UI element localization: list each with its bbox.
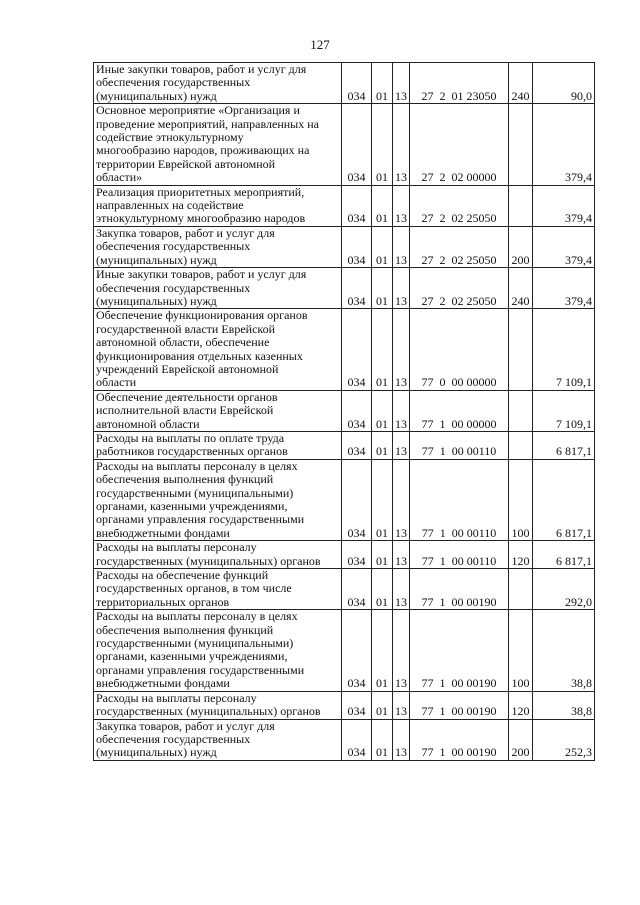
target-article-cell: 77 0 00 00000 (410, 309, 509, 390)
expense-name-line: Расходы на выплаты персоналу в целях (96, 609, 298, 624)
expense-name-line: обеспечения выполнения функций (96, 472, 274, 487)
expense-name-line: внебюджетными фондами (96, 525, 230, 540)
expense-name-line: Иные закупки товаров, работ и услуг для (96, 62, 307, 76)
ministry-code-cell: 034 (342, 541, 372, 569)
ministry-code-cell: 034 (342, 459, 372, 540)
ministry-code-cell: 034 (342, 309, 372, 390)
subsection-code-cell: 13 (393, 268, 410, 309)
expense-kind-cell: 100 (509, 610, 533, 691)
expense-name-line: автономной области (96, 416, 200, 431)
expense-kind-cell (509, 569, 533, 610)
expense-name-line: Расходы на обеспечение функций (96, 568, 269, 583)
expense-name-line: государственными (муниципальными) (96, 485, 294, 500)
subsection-code-cell: 13 (393, 569, 410, 610)
table-body (94, 63, 595, 761)
expense-name-line: многообразию народов, проживающих на (96, 143, 310, 158)
subsection-code-cell: 13 (393, 459, 410, 540)
target-article-cell: 27 2 02 25050 (410, 268, 509, 309)
expense-name-line: внебюджетными фондами (96, 676, 230, 691)
amount-cell: 38,8 (533, 691, 595, 719)
expense-name-line: государственных (муниципальных) органов (96, 704, 321, 719)
amount-cell: 292,0 (533, 569, 595, 610)
target-article-cell: 27 2 02 25050 (410, 185, 509, 226)
section-code-cell: 01 (372, 268, 393, 309)
subsection-code-cell: 13 (393, 719, 410, 760)
expense-name-line: Обеспечение функционирования органов (96, 308, 308, 323)
expense-name-line: обеспечения государственных (96, 280, 251, 295)
amount-cell: 252,3 (533, 719, 595, 760)
expense-name-line: учреждений Еврейской автономной (96, 361, 279, 376)
amount-cell: 379,4 (533, 104, 595, 185)
ministry-code-cell: 034 (342, 719, 372, 760)
expense-name-line: государственной власти Еврейской (96, 321, 276, 336)
expense-name-cell (94, 268, 342, 309)
expense-name-line: Расходы на выплаты персоналу (96, 540, 257, 555)
amount-cell: 7 109,1 (533, 390, 595, 431)
expense-name-line: Иные закупки товаров, работ и услуг для (96, 267, 307, 282)
target-article-cell: 77 1 00 00190 (410, 610, 509, 691)
target-article-cell: 27 2 01 23050 (410, 63, 509, 104)
amount-cell: 38,8 (533, 610, 595, 691)
subsection-code-cell: 13 (393, 185, 410, 226)
subsection-code-cell: 13 (393, 226, 410, 267)
expense-name-line: Расходы на выплаты по оплате труда (96, 431, 285, 445)
expense-name-line: государственных органов, в том числе (96, 581, 292, 596)
section-code-cell: 01 (372, 104, 393, 185)
expense-name-line: Расходы на выплаты персоналу (96, 691, 257, 705)
expense-name-cell (94, 63, 342, 104)
section-code-cell: 01 (372, 309, 393, 390)
expense-kind-cell (509, 390, 533, 431)
target-article-cell: 77 1 00 00110 (410, 541, 509, 569)
amount-cell: 379,4 (533, 226, 595, 267)
expense-kind-cell: 120 (509, 541, 533, 569)
ministry-code-cell: 034 (342, 226, 372, 267)
subsection-code-cell: 13 (393, 431, 410, 459)
table-row (94, 268, 595, 309)
ministry-code-cell: 034 (342, 390, 372, 431)
table-row (94, 431, 595, 459)
expense-kind-cell: 200 (509, 719, 533, 760)
section-code-cell: 01 (372, 541, 393, 569)
ministry-code-cell: 034 (342, 185, 372, 226)
expense-name-cell (94, 691, 342, 719)
target-article-cell: 77 1 00 00110 (410, 431, 509, 459)
expense-name-line: исполнительной власти Еврейской (96, 403, 274, 418)
expense-name-line: обеспечения выполнения функций (96, 622, 274, 637)
expense-name-line: Обеспечение деятельности органов (96, 390, 278, 404)
expense-name-line: Реализация приоритетных мероприятий, (96, 185, 305, 199)
target-article-cell: 27 2 02 00000 (410, 104, 509, 185)
expense-name-cell (94, 104, 342, 185)
expense-name-line: обеспечения государственных (96, 731, 251, 746)
expense-name-line: органами, казенными учреждениями, (96, 649, 288, 664)
table-row (94, 691, 595, 719)
table-row (94, 541, 595, 569)
expense-name-line: территории Еврейской автономной (96, 156, 276, 171)
ministry-code-cell: 034 (342, 569, 372, 610)
section-code-cell: 01 (372, 459, 393, 540)
expense-name-line: (муниципальных) нужд (96, 88, 217, 103)
ministry-code-cell: 034 (342, 268, 372, 309)
amount-cell: 6 817,1 (533, 459, 595, 540)
expense-name-cell (94, 719, 342, 760)
expense-name-line: государственных (муниципальных) органов (96, 553, 321, 568)
expense-name-line: обеспечения государственных (96, 75, 251, 90)
budget-table (93, 62, 595, 761)
page-number: 127 (310, 37, 330, 52)
amount-cell: 379,4 (533, 268, 595, 309)
expense-name-line: области» (96, 170, 143, 185)
amount-cell: 6 817,1 (533, 541, 595, 569)
section-code-cell: 01 (372, 691, 393, 719)
target-article-cell: 27 2 02 25050 (410, 226, 509, 267)
section-code-cell: 01 (372, 185, 393, 226)
expense-name-line: этнокультурному многообразию народов (96, 211, 306, 226)
expense-name-cell (94, 610, 342, 691)
expense-name-cell (94, 459, 342, 540)
expense-name-line: органами, казенными учреждениями, (96, 499, 288, 513)
table-row (94, 719, 595, 760)
section-code-cell: 01 (372, 569, 393, 610)
subsection-code-cell: 13 (393, 63, 410, 104)
expense-name-cell (94, 541, 342, 569)
section-code-cell: 01 (372, 431, 393, 459)
ministry-code-cell: 034 (342, 691, 372, 719)
expense-name-line: (муниципальных) нужд (96, 293, 217, 308)
expense-name-line: области (96, 375, 137, 390)
expense-name-cell (94, 390, 342, 431)
expense-kind-cell: 100 (509, 459, 533, 540)
expense-name-line: Закупка товаров, работ и услуг для (96, 719, 275, 733)
target-article-cell: 77 1 00 00190 (410, 691, 509, 719)
expense-name-line: государственными (муниципальными) (96, 636, 294, 651)
table-row (94, 226, 595, 267)
table-row (94, 63, 595, 104)
expense-name-line: органами управления государственными (96, 512, 305, 527)
expense-kind-cell (509, 185, 533, 226)
expense-name-line: (муниципальных) нужд (96, 745, 217, 760)
ministry-code-cell: 034 (342, 610, 372, 691)
table-row (94, 459, 595, 540)
subsection-code-cell: 13 (393, 541, 410, 569)
expense-name-line: направленных на содействие (96, 198, 244, 213)
amount-cell: 379,4 (533, 185, 595, 226)
expense-kind-cell (509, 431, 533, 459)
subsection-code-cell: 13 (393, 390, 410, 431)
table-row (94, 390, 595, 431)
expense-kind-cell: 240 (509, 63, 533, 104)
subsection-code-cell: 13 (393, 309, 410, 390)
expense-name-line: органами управления государственными (96, 662, 305, 677)
expense-kind-cell: 240 (509, 268, 533, 309)
table-row (94, 569, 595, 610)
expense-name-cell (94, 226, 342, 267)
expense-name-cell (94, 185, 342, 226)
section-code-cell: 01 (372, 390, 393, 431)
section-code-cell: 01 (372, 610, 393, 691)
expense-kind-cell: 120 (509, 691, 533, 719)
expense-name-cell (94, 431, 342, 459)
subsection-code-cell: 13 (393, 104, 410, 185)
expense-name-line: функционирования отдельных казенных (96, 348, 303, 363)
expense-name-line: территориальных органов (96, 594, 230, 609)
target-article-cell: 77 1 00 00000 (410, 390, 509, 431)
table-row (94, 309, 595, 390)
expense-name-cell (94, 569, 342, 610)
expense-name-line: Закупка товаров, работ и услуг для (96, 226, 275, 240)
expense-name-line: (муниципальных) нужд (96, 252, 217, 267)
table-row (94, 185, 595, 226)
target-article-cell: 77 1 00 00190 (410, 569, 509, 610)
expense-kind-cell (509, 104, 533, 185)
table-row (94, 104, 595, 185)
amount-cell: 7 109,1 (533, 309, 595, 390)
expense-name-cell (94, 309, 342, 390)
section-code-cell: 01 (372, 63, 393, 104)
expense-name-line: содействие этнокультурному (96, 130, 244, 145)
table-row (94, 610, 595, 691)
target-article-cell: 77 1 00 00110 (410, 459, 509, 540)
ministry-code-cell: 034 (342, 431, 372, 459)
subsection-code-cell: 13 (393, 610, 410, 691)
ministry-code-cell: 034 (342, 104, 372, 185)
target-article-cell: 77 1 00 00190 (410, 719, 509, 760)
expense-name-line: работников государственных органов (96, 444, 288, 459)
section-code-cell: 01 (372, 226, 393, 267)
section-code-cell: 01 (372, 719, 393, 760)
expense-name-line: проведение мероприятий, направленных на (96, 116, 319, 131)
expense-name-line: Основное мероприятие «Организация и (96, 103, 300, 118)
expense-name-line: автономной области, обеспечение (96, 335, 270, 350)
expense-name-line: Расходы на выплаты персоналу в целях (96, 459, 298, 473)
expense-name-line: обеспечения государственных (96, 239, 251, 254)
amount-cell: 6 817,1 (533, 431, 595, 459)
expense-kind-cell: 200 (509, 226, 533, 267)
expense-kind-cell (509, 309, 533, 390)
ministry-code-cell: 034 (342, 63, 372, 104)
amount-cell: 90,0 (533, 63, 595, 104)
subsection-code-cell: 13 (393, 691, 410, 719)
